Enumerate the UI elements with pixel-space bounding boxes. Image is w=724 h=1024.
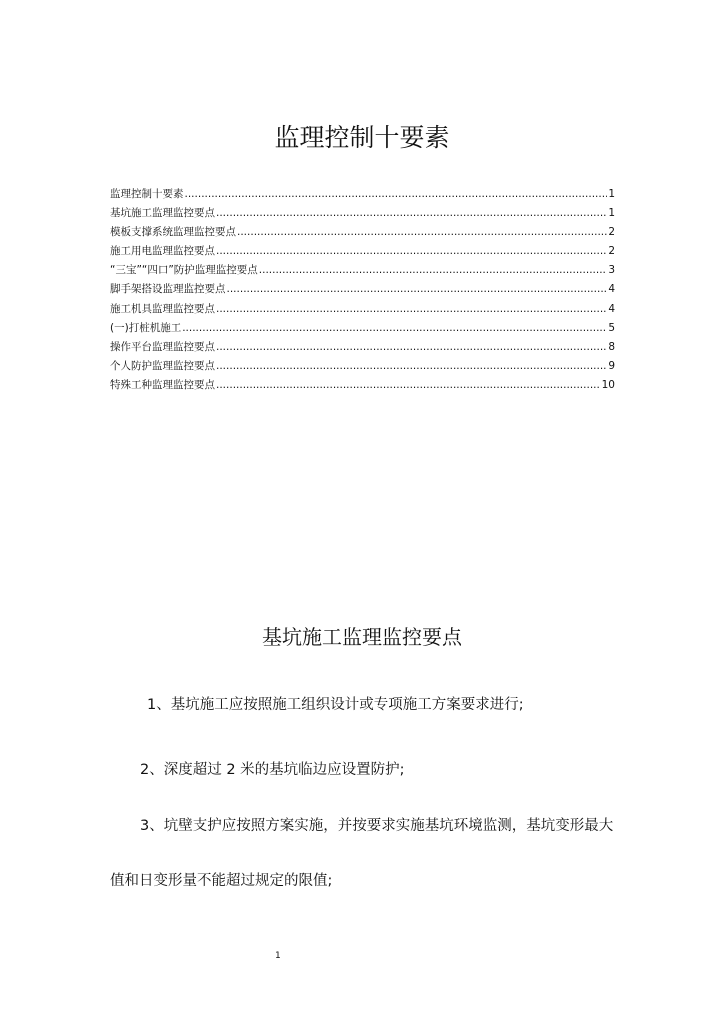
paragraph-3-continued: 值和日变形量不能超过规定的限值; <box>110 873 333 889</box>
toc-entry[interactable] <box>110 301 615 320</box>
toc-leader-dots <box>227 281 608 297</box>
toc-entry-page: 2 <box>608 245 615 258</box>
toc-entry-label: 脚手架搭设监理监控要点 <box>110 283 226 296</box>
toc-entry[interactable] <box>110 243 615 262</box>
toc-leader-dots <box>216 358 607 374</box>
toc-entry[interactable] <box>110 358 615 377</box>
toc-entry-label: 施工用电监理监控要点 <box>110 245 215 258</box>
toc-entry-label: 基坑施工监理监控要点 <box>110 207 215 220</box>
toc-entry-page: 3 <box>608 264 615 277</box>
toc-entry-page: 2 <box>608 226 615 239</box>
toc-entry-page: 10 <box>601 378 615 391</box>
toc-entry-page: 1 <box>608 207 615 220</box>
toc-entry-label: 个人防护监理监控要点 <box>110 359 215 372</box>
section-heading: 基坑施工监理监控要点 <box>262 625 462 649</box>
toc-leader-dots <box>216 301 607 317</box>
paragraph-3: 3、坑壁支护应按照方案实施，并按要求实施基坑环境监测，基坑变形最大 <box>140 818 614 834</box>
toc-leader-dots <box>185 186 608 202</box>
toc-entry-label: 监理控制十要素 <box>110 188 184 200</box>
toc-entry-page: 9 <box>608 359 615 372</box>
toc-entry[interactable] <box>110 186 615 205</box>
toc-entry-label: 特殊工种监理监控要点 <box>110 378 215 391</box>
toc-entry-label: (一)打桩机施工 <box>110 321 182 334</box>
toc-entry-page: 1 <box>608 188 615 200</box>
toc-leader-dots <box>216 243 607 259</box>
toc-entry-label: 模板支撑系统监理监控要点 <box>110 226 236 239</box>
toc-leader-dots <box>182 320 607 336</box>
toc-leader-dots <box>216 205 607 221</box>
toc-entry-label: 施工机具监理监控要点 <box>110 302 215 315</box>
toc-entry[interactable] <box>110 224 615 243</box>
toc-leader-dots <box>216 339 607 355</box>
page-number: 1 <box>275 951 281 961</box>
toc-entry[interactable] <box>110 205 615 224</box>
paragraph-2: 2、深度超过 2 米的基坑临边应设置防护; <box>140 762 405 778</box>
toc-entry[interactable] <box>110 281 615 300</box>
document-title: 监理控制十要素 <box>274 123 450 152</box>
toc-entry-page: 5 <box>608 321 615 334</box>
toc-entry[interactable] <box>110 377 615 396</box>
toc-leader-dots <box>216 377 601 393</box>
toc-entry-page: 4 <box>608 283 615 296</box>
toc-entry[interactable] <box>110 262 615 281</box>
toc-entry[interactable] <box>110 320 615 339</box>
toc-entry-label: “三宝”“四口”防护监理监控要点 <box>110 264 258 277</box>
paragraph-1: 1、基坑施工应按照施工组织设计或专项施工方案要求进行; <box>147 697 524 713</box>
table-of-contents <box>110 186 615 396</box>
toc-entry-page: 8 <box>608 340 615 353</box>
toc-entry[interactable] <box>110 339 615 358</box>
toc-entry-page: 4 <box>608 302 615 315</box>
toc-leader-dots <box>259 262 608 278</box>
toc-leader-dots <box>237 224 607 240</box>
toc-entry-label: 操作平台监理监控要点 <box>110 340 215 353</box>
